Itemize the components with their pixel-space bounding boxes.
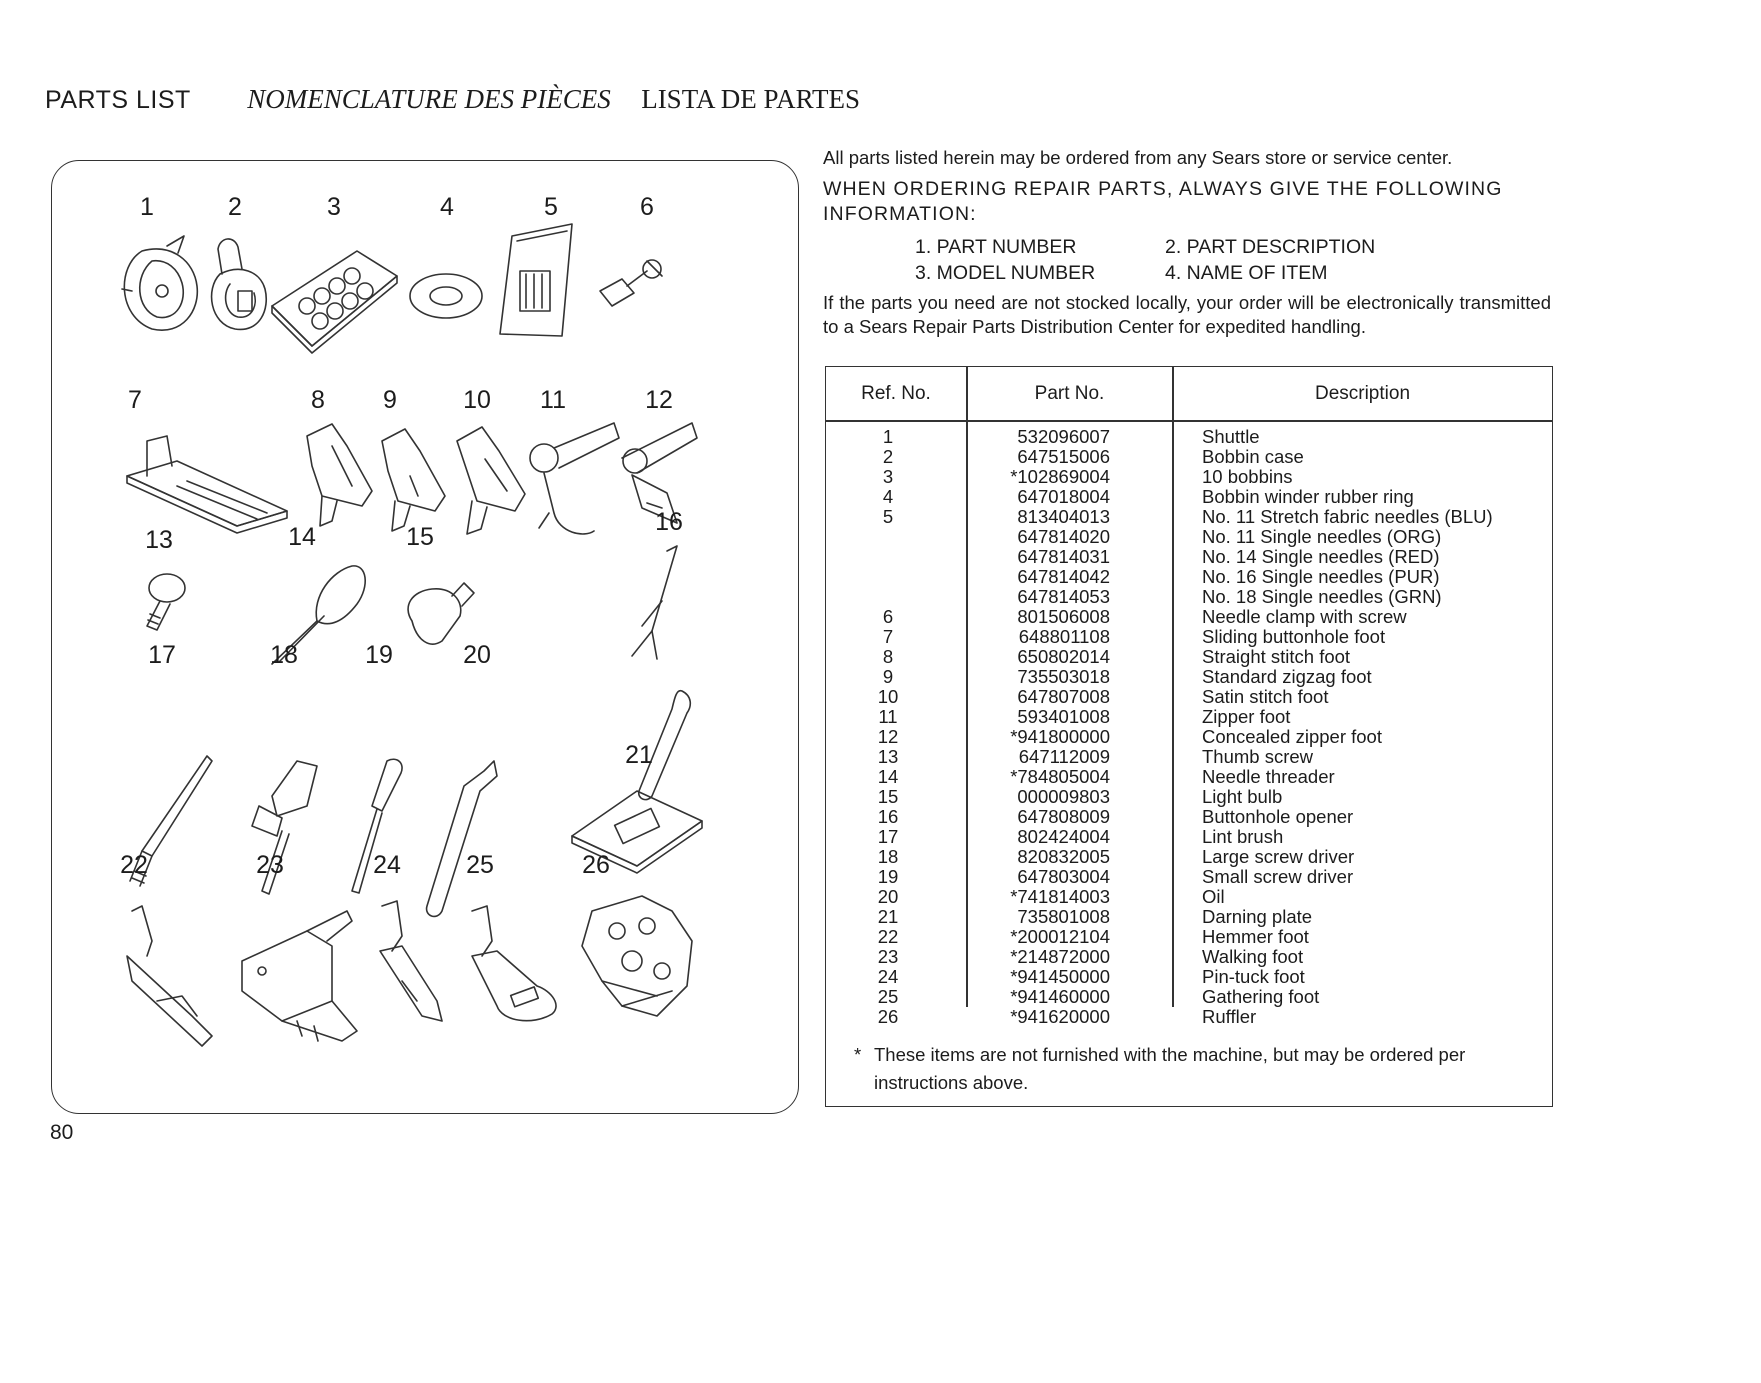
small-screwdriver-icon bbox=[327, 751, 417, 901]
figure-number: 1 bbox=[140, 193, 154, 221]
figure-number: 25 bbox=[466, 851, 494, 879]
ref-cell: 24 bbox=[877, 966, 899, 987]
ref-cell: 16 bbox=[877, 806, 899, 827]
description-cell: Buttonhole opener bbox=[1202, 806, 1354, 827]
part-number-cell: 647814042 bbox=[1017, 566, 1110, 587]
description-cell: Ruffler bbox=[1202, 1006, 1257, 1027]
part-number-cell: 735801008 bbox=[1017, 906, 1110, 927]
ref-cell: 18 bbox=[877, 846, 899, 867]
ref-cell: 8 bbox=[882, 646, 894, 667]
part-number-cell: *941620000 bbox=[1010, 1006, 1110, 1027]
description-cell: Zipper foot bbox=[1202, 706, 1291, 727]
description-cell: Oil bbox=[1202, 886, 1225, 907]
info-item: 2. PART DESCRIPTION bbox=[1165, 236, 1376, 258]
distribution-paragraph: If the parts you need are not stocked locally, your order will be electronically transmitted to a Sears Repair Parts Distribution Center for expedited handling. bbox=[823, 292, 1551, 337]
ref-cell: 4 bbox=[882, 486, 894, 507]
part-number-cell: 000009803 bbox=[1017, 786, 1110, 807]
part-number-cell: 648801108 bbox=[1018, 626, 1110, 647]
part-number-cell: 647808009 bbox=[1017, 806, 1110, 827]
header-french: NOMENCLATURE DES PIÈCES bbox=[247, 84, 611, 114]
table-row bbox=[826, 907, 1552, 927]
description-cell: Straight stitch foot bbox=[1202, 646, 1351, 667]
header-divider bbox=[826, 420, 1552, 422]
buttonhole-opener-icon bbox=[612, 541, 702, 671]
intro-line: All parts listed herein may be ordered from any Sears store or service center. bbox=[823, 147, 1453, 168]
part-number-cell: 650802014 bbox=[1017, 646, 1110, 667]
part-number-cell: 647814031 bbox=[1017, 546, 1110, 567]
column-header-part: Part No. bbox=[1034, 383, 1105, 404]
table-row bbox=[826, 507, 1552, 527]
description-cell: Large screw driver bbox=[1202, 846, 1355, 867]
description-cell: Hemmer foot bbox=[1202, 926, 1309, 947]
description-cell: Thumb screw bbox=[1202, 746, 1314, 767]
description-cell: Small screw driver bbox=[1202, 866, 1354, 887]
description-cell: Lint brush bbox=[1202, 826, 1284, 847]
description-cell: No. 14 Single needles (RED) bbox=[1202, 546, 1440, 567]
figure-number: 18 bbox=[270, 641, 298, 669]
required-info-list bbox=[915, 235, 1551, 285]
figure-number: 23 bbox=[256, 851, 284, 879]
table-body bbox=[826, 427, 1552, 1027]
part-number-cell: 647112009 bbox=[1018, 746, 1110, 767]
part-number-cell: *941460000 bbox=[1010, 986, 1110, 1007]
figure-number: 26 bbox=[582, 851, 610, 879]
figure-number: 15 bbox=[406, 523, 434, 551]
part-number-cell: 735503018 bbox=[1017, 666, 1110, 687]
figure-number: 9 bbox=[383, 386, 397, 414]
description-cell: No. 11 Single needles (ORG) bbox=[1202, 526, 1442, 547]
ref-cell: 9 bbox=[882, 666, 894, 687]
shuttle-icon bbox=[112, 231, 207, 341]
ref-cell: 6 bbox=[882, 606, 894, 627]
ref-cell: 1 bbox=[882, 426, 894, 447]
figure-number: 14 bbox=[288, 523, 316, 551]
table-row bbox=[826, 467, 1552, 487]
large-screwdriver-icon bbox=[237, 746, 337, 906]
table-row bbox=[826, 867, 1552, 887]
part-number-cell: *741814003 bbox=[1010, 886, 1110, 907]
table-row bbox=[826, 1007, 1552, 1027]
part-number-cell: 532096007 bbox=[1017, 426, 1110, 447]
table-row bbox=[826, 747, 1552, 767]
ref-cell: 25 bbox=[877, 986, 899, 1007]
description-cell: Light bulb bbox=[1202, 786, 1283, 807]
description-cell: No. 18 Single needles (GRN) bbox=[1202, 586, 1442, 607]
page-header bbox=[45, 84, 860, 115]
table-row bbox=[826, 527, 1552, 547]
ref-cell: 19 bbox=[877, 866, 899, 887]
ordering-heading: WHEN ORDERING REPAIR PARTS, ALWAYS GIVE THE FOLLOWING INFORMATION: bbox=[823, 178, 1503, 225]
rubber-ring-icon bbox=[402, 261, 492, 331]
table-row bbox=[826, 687, 1552, 707]
buttonhole-foot-icon bbox=[117, 431, 297, 551]
bobbins-icon bbox=[262, 241, 402, 356]
part-number-cell: *200012104 bbox=[1010, 926, 1110, 947]
part-number-cell: 801506008 bbox=[1017, 606, 1110, 627]
thumb-screw-icon bbox=[132, 566, 192, 636]
table-row bbox=[826, 727, 1552, 747]
needle-pack-icon bbox=[492, 216, 582, 346]
ref-cell: 20 bbox=[877, 886, 899, 907]
table-row bbox=[826, 787, 1552, 807]
description-cell: Walking foot bbox=[1202, 946, 1304, 967]
figure-number: 17 bbox=[148, 641, 176, 669]
description-cell: Pin-tuck foot bbox=[1202, 966, 1305, 987]
figure-number: 7 bbox=[128, 386, 142, 414]
gathering-foot-icon bbox=[457, 896, 567, 1046]
part-number-cell: 802424004 bbox=[1017, 826, 1110, 847]
ref-cell: 3 bbox=[882, 466, 894, 487]
description-cell: No. 16 Single needles (PUR) bbox=[1202, 566, 1440, 587]
ordering-instructions bbox=[823, 146, 1551, 339]
description-cell: Sliding buttonhole foot bbox=[1202, 626, 1386, 647]
table-row bbox=[826, 607, 1552, 627]
parts-illustration-panel bbox=[51, 160, 799, 1114]
figure-number: 20 bbox=[463, 641, 491, 669]
table-row bbox=[826, 847, 1552, 867]
info-item: 3. MODEL NUMBER bbox=[915, 262, 1096, 284]
header-english: PARTS LIST bbox=[45, 86, 191, 114]
ruffler-icon bbox=[562, 886, 712, 1031]
table-row bbox=[826, 567, 1552, 587]
figure-number: 10 bbox=[463, 386, 491, 414]
table-row bbox=[826, 667, 1552, 687]
part-number-cell: 647814020 bbox=[1017, 526, 1110, 547]
ref-cell: 13 bbox=[877, 746, 899, 767]
ref-cell: 10 bbox=[877, 686, 899, 707]
table-row bbox=[826, 947, 1552, 967]
figure-number: 11 bbox=[540, 386, 566, 414]
description-cell: Gathering foot bbox=[1202, 986, 1320, 1007]
info-item: 4. NAME OF ITEM bbox=[1165, 262, 1328, 284]
description-cell: No. 11 Stretch fabric needles (BLU) bbox=[1202, 506, 1493, 527]
figure-number: 3 bbox=[327, 193, 341, 221]
ref-cell: 21 bbox=[877, 906, 899, 927]
ref-cell: 26 bbox=[877, 1006, 899, 1027]
ref-cell: 15 bbox=[877, 786, 899, 807]
footnote-text: These items are not furnished with the machine, but may be ordered per instructions above. bbox=[874, 1044, 1466, 1093]
part-number-cell: *941450000 bbox=[1010, 966, 1110, 987]
figure-number: 13 bbox=[145, 526, 173, 554]
table-row bbox=[826, 807, 1552, 827]
pin-tuck-foot-icon bbox=[362, 891, 452, 1041]
part-number-cell: 647515006 bbox=[1017, 446, 1110, 467]
header-spanish: LISTA DE PARTES bbox=[641, 84, 860, 114]
column-header-description: Description bbox=[1314, 383, 1411, 404]
part-number-cell: 593401008 bbox=[1017, 706, 1110, 727]
table-row bbox=[826, 427, 1552, 447]
ref-cell: 7 bbox=[882, 626, 894, 647]
part-number-cell: *102869004 bbox=[1010, 466, 1110, 487]
table-row bbox=[826, 927, 1552, 947]
figure-number: 8 bbox=[311, 386, 325, 414]
column-header-ref: Ref. No. bbox=[861, 383, 931, 404]
part-number-cell: *941800000 bbox=[1010, 726, 1110, 747]
description-cell: Bobbin case bbox=[1202, 446, 1304, 467]
description-cell: Bobbin winder rubber ring bbox=[1202, 486, 1414, 507]
part-number-cell: 647807008 bbox=[1017, 686, 1110, 707]
description-cell: 10 bobbins bbox=[1202, 466, 1293, 487]
part-number-cell: *784805004 bbox=[1010, 766, 1110, 787]
table-row bbox=[826, 487, 1552, 507]
figure-number: 22 bbox=[120, 851, 148, 879]
ref-cell: 5 bbox=[882, 506, 894, 527]
figure-number: 24 bbox=[373, 851, 401, 879]
table-row bbox=[826, 587, 1552, 607]
figure-number: 16 bbox=[655, 508, 683, 536]
description-cell: Satin stitch foot bbox=[1202, 686, 1329, 707]
hemmer-foot-icon bbox=[112, 896, 222, 1056]
ref-cell: 11 bbox=[878, 706, 898, 727]
table-row bbox=[826, 827, 1552, 847]
figure-number: 2 bbox=[228, 193, 242, 221]
ref-cell: 14 bbox=[877, 766, 899, 787]
description-cell: Needle clamp with screw bbox=[1202, 606, 1407, 627]
table-row bbox=[826, 547, 1552, 567]
figure-number: 21 bbox=[625, 741, 653, 769]
footnote-marker: * bbox=[854, 1044, 862, 1065]
ref-cell: 17 bbox=[877, 826, 899, 847]
table-row bbox=[826, 767, 1552, 787]
page-number: 80 bbox=[50, 1121, 74, 1144]
table-row bbox=[826, 447, 1552, 467]
table-row bbox=[826, 707, 1552, 727]
description-cell: Needle threader bbox=[1202, 766, 1335, 787]
part-number-cell: 813404013 bbox=[1017, 506, 1110, 527]
figure-number: 4 bbox=[440, 193, 454, 221]
part-number-cell: 647803004 bbox=[1017, 866, 1110, 887]
description-cell: Shuttle bbox=[1202, 426, 1260, 447]
footnote bbox=[854, 1041, 1524, 1097]
figure-number: 19 bbox=[365, 641, 393, 669]
parts-table bbox=[825, 366, 1553, 1107]
walking-foot-icon bbox=[222, 891, 372, 1056]
table-row bbox=[826, 647, 1552, 667]
part-number-cell: *214872000 bbox=[1010, 946, 1110, 967]
figure-number: 5 bbox=[544, 193, 558, 221]
table-row bbox=[826, 987, 1552, 1007]
straight-foot-icon bbox=[292, 416, 382, 536]
part-number-cell: 820832005 bbox=[1017, 846, 1110, 867]
ref-cell: 23 bbox=[877, 946, 899, 967]
ref-cell: 22 bbox=[877, 926, 899, 947]
figure-number: 6 bbox=[640, 193, 654, 221]
description-cell: Standard zigzag foot bbox=[1202, 666, 1372, 687]
table-row bbox=[826, 627, 1552, 647]
table-row bbox=[826, 967, 1552, 987]
info-item: 1. PART NUMBER bbox=[915, 236, 1077, 258]
part-number-cell: 647018004 bbox=[1017, 486, 1110, 507]
part-number-cell: 647814053 bbox=[1017, 586, 1110, 607]
needle-clamp-icon bbox=[592, 251, 672, 321]
description-cell: Darning plate bbox=[1202, 906, 1313, 927]
ref-cell: 2 bbox=[882, 446, 894, 467]
table-row bbox=[826, 887, 1552, 907]
figure-number: 12 bbox=[645, 386, 673, 414]
ref-cell: 12 bbox=[877, 726, 899, 747]
description-cell: Concealed zipper foot bbox=[1202, 726, 1382, 747]
